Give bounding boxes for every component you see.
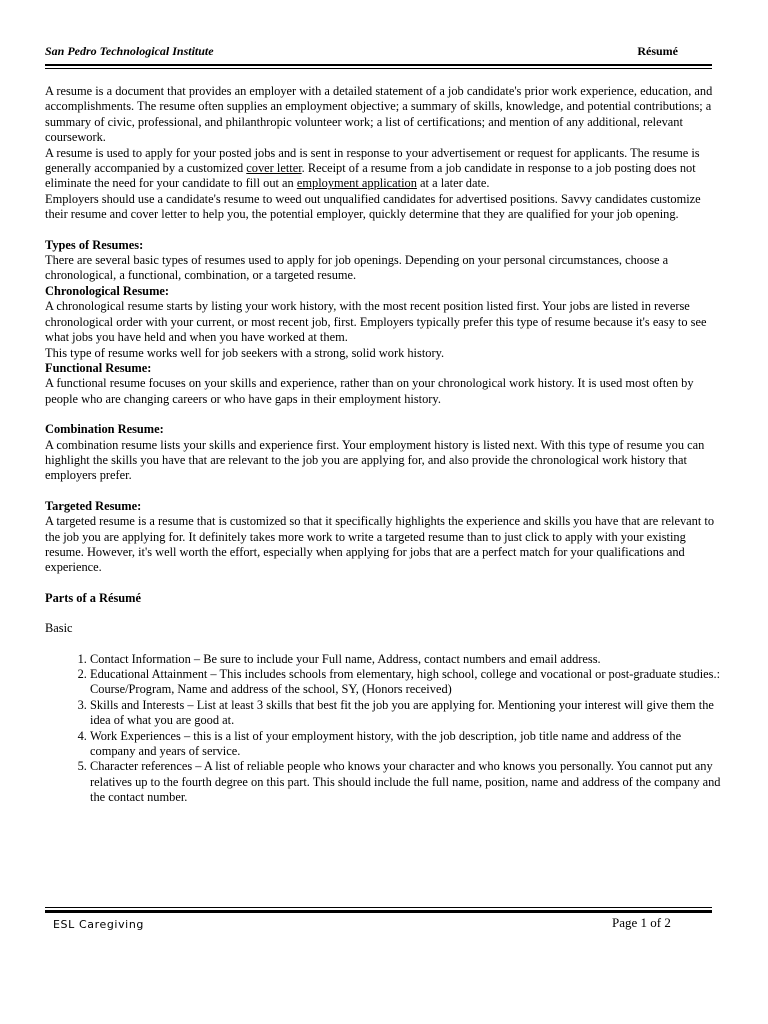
- page-header: [45, 44, 678, 60]
- list-item: 4. Work Experiences – this is a list of your employment history, with the job description, job title name and address of the company and years of service.: [90, 729, 721, 760]
- list-item: 1. Contact Information – Be sure to include your Full name, Address, contact numbers and email address.: [90, 652, 721, 667]
- parts-list: [45, 652, 721, 806]
- cover-letter-link[interactable]: cover letter: [246, 161, 302, 176]
- intro-paragraph-2: [45, 146, 721, 192]
- footer-label: ESL Caregiving: [53, 918, 144, 931]
- types-text: There are several basic types of resumes used to apply for job openings. Depending on your personal circumstances, choose a chronological, a functional, combination, or a targeted resume.: [45, 253, 669, 283]
- footer-rule-thin: [45, 907, 712, 908]
- chronological-text-1: A chronological resume starts by listing your work history, with the most recent position listed first. Your jobs are listed in reverse chronological order with your current, or most recent job, first. Employers typically prefer this type of resume because it's easy to see what jobs you have held and when you have worked at them.: [45, 299, 707, 345]
- parts-heading: Parts of a Résumé: [45, 590, 142, 605]
- intro-paragraph-3: Employers should use a candidate's resume to weed out unqualified candidates for advertised positions. Savvy candidates customize their resume and cover letter to help you, the potential employer, quickly determine that they are qualified for your job opening.: [45, 191, 701, 222]
- intro-p2-part-c: at a later date.: [416, 176, 490, 191]
- list-item: 2. Educational Attainment – This includes schools from elementary, high school, college and vocational or post-graduate studies.: Course/Program, Name and address of the school, SY, (Honors received): [90, 667, 721, 698]
- combination-text: A combination resume lists your skills and experience first. Your employment history is listed next. With this type of resume you can highlight the skills you have that are relevant to the job you are applying for, and also provide the chronological work history that employers prefer.: [45, 437, 705, 483]
- list-item: 5. Character references – A list of reliable people who knows your character and who knows you personally. You cannot put any relatives up to the fourth degree on this part. This should include the full name, position, name and address of the company and the contact number.: [90, 759, 721, 805]
- intro-paragraph-1: A resume is a document that provides an employer with a detailed statement of a job candidate's prior work experience, education, and accomplishments. The resume often supplies an employment objective; a summary of skills, knowledge, and potential contributions; a summary of civic, professional, and philanthropic volunteer work; a list of certifications; and mention of any additional, relevant coursework.: [45, 84, 713, 145]
- list-item: 3. Skills and Interests – List at least 3 skills that best fit the job you are applying for. Mentioning your interest will give them the idea of what you are good at.: [90, 698, 721, 729]
- parts-subheading: Basic: [45, 621, 73, 636]
- page-number: Page 1 of 2: [612, 915, 671, 930]
- intro-p2-part-a: A resume is used to apply for your posted jobs and is sent in response to your advertisement or request for applicants. The resume is generally accompanied by a customized: [45, 145, 700, 176]
- header-rule-thin: [45, 68, 712, 69]
- functional-text: A functional resume focuses on your skills and experience, rather than on your chronological work history. It is used most often by people who are changing careers or who have gaps in their employment history.: [45, 376, 694, 406]
- employment-application-link[interactable]: employment application: [296, 176, 417, 191]
- targeted-text: A targeted resume is a resume that is customized so that it specifically highlights the experience and skills you have that are relevant to the job you are applying for. It definitely takes more work to write a targeted resume than to just click to apply with your existing resume. However, it's well worth the effort, especially when applying for jobs that are a perfect match for your qualifications and experience.: [45, 514, 715, 575]
- chronological-text-2: This type of resume works well for job seekers with a strong, solid work history.: [45, 345, 445, 360]
- institute-name: San Pedro Technological Institute: [45, 44, 214, 58]
- document-title: Résumé: [637, 44, 678, 58]
- combination-heading: Combination Resume:: [45, 422, 164, 437]
- footer-rule-thick: [45, 910, 712, 913]
- document-body: [45, 84, 721, 806]
- functional-heading: Functional Resume:: [45, 360, 152, 375]
- types-heading: Types of Resumes:: [45, 237, 144, 252]
- targeted-heading: Targeted Resume:: [45, 498, 142, 513]
- intro-p2-part-b: . Receipt of a resume from a job candidate in response to a job posting does not eliminate the need for your candidate to fill out an: [45, 161, 696, 191]
- header-rule-thick: [45, 64, 712, 66]
- chronological-heading: Chronological Resume:: [45, 283, 170, 298]
